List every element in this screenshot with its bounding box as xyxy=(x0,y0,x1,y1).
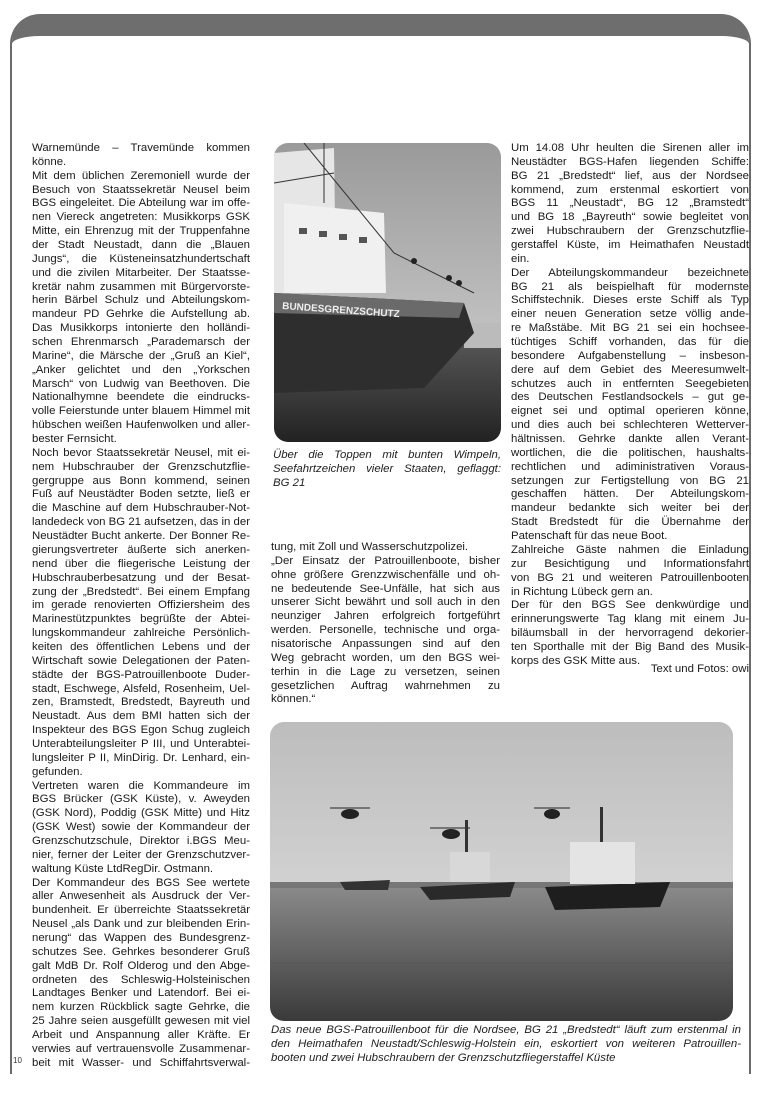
caption-line: booten und zwei Hubschraubern der Grenzschutzfliegerstaffel Küste xyxy=(271,1051,616,1064)
text-line: nem Hubschrauber der Grenzschutzflie- xyxy=(32,460,250,473)
text-line: Mit dem üblichen Zeremoniell wurde der xyxy=(32,169,250,182)
text-line: Wirtschaft sowie Delegationen der Paten- xyxy=(32,654,250,667)
text-line: lungskommandeur zahlreiche Persönlich- xyxy=(32,627,250,640)
text-line: terhin in die Lage zu versetzen, seinen xyxy=(271,665,500,678)
text-line: Weg gebracht worden, um den BGS wei- xyxy=(271,651,500,664)
text-line: BGS eingeleitet. Die Abteilung war im offe- xyxy=(32,197,250,210)
text-line: unserer Sicht bewährt und soll auch in den xyxy=(271,596,500,609)
text-line: Zahlreiche Gäste nahmen die Einladung xyxy=(511,543,749,556)
caption-line: Über die Toppen mit bunten Wimpeln, xyxy=(273,449,501,461)
text-line: gefunden. xyxy=(32,765,83,778)
text-line: Noch bevor Staatssekretär Neusel, mit ei- xyxy=(32,446,250,459)
text-line: bester Fernsicht. xyxy=(32,433,117,446)
text-line: beit mit Wasser- und Schiffahrtsverwal- xyxy=(32,1056,250,1069)
text-line: ohne größere Grenzzwischenfälle und oh- xyxy=(271,568,500,581)
text-line: dere auf dem Gebiet des Meeresumwelt- xyxy=(511,363,749,376)
text-line: stadt, Eschwege, Alsfeld, Rosenheim, Uel- xyxy=(32,682,250,695)
article-column-1 xyxy=(32,142,250,1071)
text-line: nerung“ das Wappen des Bundesgrenz- xyxy=(32,931,250,944)
caption-line: Seefahrtzeichen vieler Staaten, geflaggt: xyxy=(273,462,501,475)
text-line: hältnissen. Gehrke dankte allen Verant- xyxy=(511,433,749,446)
text-line: ne bedeutende See-Unfälle, hat sich aus xyxy=(271,582,500,595)
text-line: „Der Einsatz der Patrouillenboote, bisher xyxy=(271,554,500,567)
text-line: keiten des öffentlichen Lebens und der xyxy=(32,640,250,653)
text-line: gergruppe aus Bonn kommend, seinen xyxy=(32,474,250,487)
text-line: des Deutschen Festlandsockels – gut ge- xyxy=(511,391,749,404)
text-line: von BG 21 und weiteren Patrouillenbooten xyxy=(511,571,749,584)
text-line: und dies auch bei schlechteren Wetterver- xyxy=(511,419,749,432)
text-line: herin Bärbel Schulz und Abteilungskom- xyxy=(32,294,250,307)
text-line: biläumsball in der hervorragend dekorier- xyxy=(511,627,749,640)
caption-line: den Heimathafen Neustadt/Schleswig-Holstein ein, eskortiert von weiteren Patrouillen- xyxy=(271,1037,741,1050)
text-line: BG 21 „Bredstedt“ lief, aus der Nordsee xyxy=(511,169,749,182)
photo-ship-dressed-overall xyxy=(274,143,501,442)
text-line: schutzes auch in entfernten Seegebieten xyxy=(511,377,749,390)
text-line: einer neuen Generation setze völlig ande- xyxy=(511,308,749,321)
text-line: eignet sei und optimal operieren könne, xyxy=(511,405,749,418)
text-line: BGS 11 „Neustadt“, BG 12 „Bramstedt“ xyxy=(511,197,749,210)
photo1-caption xyxy=(273,449,501,491)
text-line: „Anker gelichtet und den „Yorkschen xyxy=(32,363,250,376)
text-line: nem kurzen Rückblick sagte Gehrke, die xyxy=(32,1001,250,1014)
text-line: BG 21 als beispielhaft für modernste xyxy=(511,280,749,293)
text-line: nisatorische Anpassungen sind auf den xyxy=(271,638,500,651)
text-line: Unterabteilungsleiter P III, und Unterabtei- xyxy=(32,737,250,750)
text-line: Grenzschutzschule, Direktor i.BGS Meu- xyxy=(32,834,250,847)
text-line: schutzes See. Gehrkes besonderer Gruß xyxy=(32,945,250,958)
text-line: Neustädter Bucht ankerte. Der Bonner Re- xyxy=(32,530,250,543)
text-line: re Maßstäbe. Mit BG 21 sei ein hochsee- xyxy=(511,322,749,335)
text-line: Marsch“ von Ludwig van Beethoven. Die xyxy=(32,377,250,390)
photo2-caption xyxy=(271,1024,741,1066)
text-line: die Maschine auf dem Hubschrauber-Not- xyxy=(32,502,250,515)
text-line: Vertreten waren die Kommandeure im xyxy=(32,779,250,792)
text-line: werden. Personelle, technische und orga- xyxy=(271,624,500,637)
text-line: ordneten des Schleswig-Holsteinischen xyxy=(32,973,250,986)
text-line: verwies auf vertrauensvolle Zusammenar- xyxy=(32,1042,250,1055)
text-line: können.“ xyxy=(271,693,316,706)
text-line: ten Sporthalle mit der Big Band des Musik- xyxy=(511,640,749,653)
text-line: Warnemünde – Travemünde kommen xyxy=(32,142,250,154)
text-line: der Stadt Neustadt, dann die „Blauen xyxy=(32,239,250,252)
text-line: nier, ferner der Leiter der Grenzschutzver- xyxy=(32,848,250,861)
text-line: Jungs“, die Küsteneinsatzhundertschaft xyxy=(32,252,250,265)
article-column-2 xyxy=(271,541,500,707)
text-line: volle Feierstunde unter blauem Himmel mit xyxy=(32,405,250,418)
text-line: gierungsvertreter äußerte sich anerken- xyxy=(32,543,250,556)
text-line: Nationalhymne beendete die eindrucks- xyxy=(32,391,250,404)
text-line: in Richtung Lübeck gern an. xyxy=(511,585,653,598)
text-line: Um 14.08 Uhr heulten die Sirenen aller im xyxy=(511,142,749,154)
hull-lettering: BUNDESGRENZSCHUTZ xyxy=(281,301,401,321)
text-line: hübschen weißen Haufenwolken und aller- xyxy=(32,419,250,432)
photo-patrol-boats-and-helicopters xyxy=(270,722,733,1021)
text-line: Neustadt. Aus dem BMI hatten sich der xyxy=(32,710,250,723)
text-line: im gerade renovierten Offiziersheim des xyxy=(32,599,250,612)
text-line: ein. xyxy=(511,252,530,265)
text-line: Das Musikkorps intonierte den holländi- xyxy=(32,322,250,335)
text-line: gerstaffel Küste, im Heimathafen Neustadt xyxy=(511,239,749,252)
text-line: kretär nahm zusammen mit Bürgervorste- xyxy=(32,280,250,293)
text-line: städte der BGS-Patrouillenboote Duder- xyxy=(32,668,250,681)
text-line: Marine“, die Märsche der „Gruß an Kiel“, xyxy=(32,349,250,362)
text-line: kommend, zum erstenmal eskortiert von xyxy=(511,183,749,196)
text-line: rechtlichen und adiministrativen Voraus- xyxy=(511,460,749,473)
text-line: zung der „Bredstedt“. Bei einem Empfang xyxy=(32,585,250,598)
text-line: Neustädter BGS-Hafen liegenden Schiffe: xyxy=(511,155,749,168)
text-line: schen Ehrenmarsch „Parademarsch der xyxy=(32,336,250,349)
text-line: geschaffen hätten. Der Abteilungskom- xyxy=(511,488,749,501)
text-line: BGS Brücker (GSK Küste), v. Aweyden xyxy=(32,793,250,806)
photo-credit: Text und Fotos: owi xyxy=(650,663,749,675)
text-line: zen, Bramstedt, Bredstedt, Bayreuth und xyxy=(32,696,250,709)
text-line: Der für den BGS See denkwürdige und xyxy=(511,599,749,612)
text-line: Arbeit und Anspannung aller Kräfte. Er xyxy=(32,1029,250,1041)
text-line: 25 Jahre seien ausgefüllt gewesen mit viel xyxy=(32,1015,250,1028)
text-line: setzungen zur Fertigstellung von BG 21 xyxy=(511,474,749,487)
text-line: Schiffstechnik. Dieses erste Schiff als Typ xyxy=(511,294,749,307)
text-line: waltung Küste LtdRegDir. Ostmann. xyxy=(32,862,214,875)
text-line: erinnerungswerte Tag klang mit einem Ju- xyxy=(511,613,749,626)
text-line: galt MdB Dr. Rolf Olderog und den Abge- xyxy=(32,959,250,972)
text-line: Fuß auf Neustädter Boden setzte, ließ er xyxy=(32,488,250,501)
text-line: bundenheit. Er überreichte Staatssekretär xyxy=(32,904,250,917)
text-line: wortlichen, die die politischen, haushalts- xyxy=(511,446,749,459)
text-line: aller Anwesenheit als Ausdruck der Ver- xyxy=(32,890,250,903)
text-line: und BG 18 „Bayreuth“ sowie begleitet von xyxy=(511,211,749,224)
text-line: (GSK Nord), Poddig (GSK Mitte) und Hitz xyxy=(32,807,250,820)
text-line: Hubschrauberbesatzung und der Besat- xyxy=(32,571,250,584)
text-line: Stadt Bredstedt für die Übernahme der xyxy=(511,516,749,529)
text-line: Marinestützpunktes begrüßte der Abtei- xyxy=(32,613,250,626)
article-column-3 xyxy=(511,142,749,669)
text-line: Der Kommandeur des BGS See wertete xyxy=(32,876,250,889)
text-line: Mitte, ein Ehrenzug mit der Truppenfahne xyxy=(32,225,250,238)
text-line: lungsleiter P II, MinDirig. Dr. Lenhard, ein- xyxy=(32,751,250,764)
page-number: 10 xyxy=(13,1056,22,1065)
text-line: und die zivilen Mitarbeiter. Der Staatsse- xyxy=(32,266,250,279)
text-line: Neusel „als Dank und zur bleibenden Erin- xyxy=(32,918,250,931)
text-line: Der Abteilungskommandeur bezeichnete xyxy=(511,266,749,279)
text-line: könne. xyxy=(32,155,67,168)
text-line: besondere Aufgabenstellung – insbeson- xyxy=(511,349,749,362)
text-line: landedeck von BG 21 aufsetzen, das in der xyxy=(32,516,250,529)
text-line: neunziger Jahren erfolgreich fortgeführt xyxy=(271,610,500,623)
text-line: gesetzlichen Auftrag wahrnehmen zu xyxy=(271,679,500,692)
text-line: tüchtiges Schiff vorhanden, das für die xyxy=(511,336,749,349)
text-line: korps des GSK Mitte aus. xyxy=(511,654,641,667)
text-line: Besuch von Staatssekretär Neusel beim xyxy=(32,183,250,196)
text-line: mandeur bedankte sich weiter bei der xyxy=(511,502,749,515)
text-line: Patenschaft für das neue Boot. xyxy=(511,530,668,543)
text-line: (GSK West) sowie der Kommandeur der xyxy=(32,821,250,834)
text-line: Landtages Benker und Latendorf. Bei ei- xyxy=(32,987,250,1000)
text-line: nen Viereck angetreten: Musikkorps GSK xyxy=(32,211,250,224)
text-line: tung, mit Zoll und Wasserschutzpolizei. xyxy=(271,541,469,553)
text-line: zwei Hubschraubern der Grenzschutzflie- xyxy=(511,225,749,238)
text-line: zur Besichtigung und Informationsfahrt xyxy=(511,557,749,570)
caption-line: BG 21 xyxy=(273,476,306,489)
text-line: nend über die fliegerische Leistung der xyxy=(32,557,250,570)
text-line: Inspekteur des BGS Egon Schug zugleich xyxy=(32,724,250,737)
text-line: mandeur PD Gehrke die Aufstellung ab. xyxy=(32,308,250,321)
caption-line: Das neue BGS-Patrouillenboot für die Nordsee, BG 21 „Bredstedt“ läuft zum erstenmal in xyxy=(271,1024,741,1036)
